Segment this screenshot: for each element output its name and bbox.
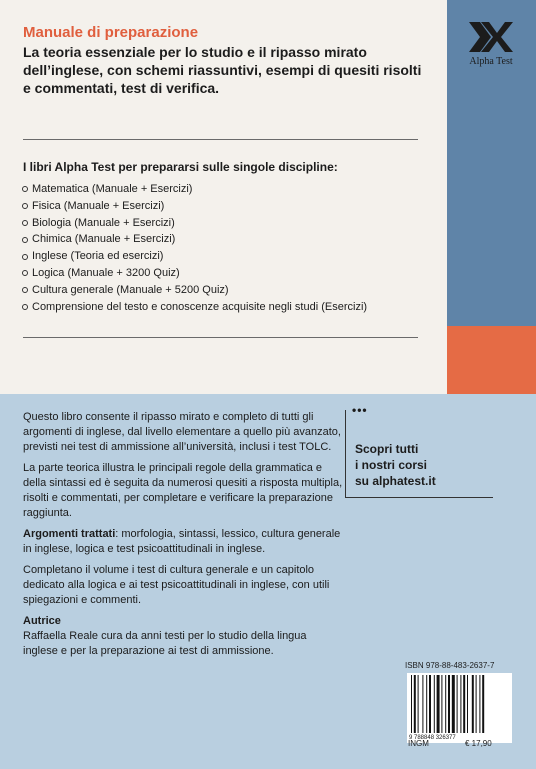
side-color-band-orange [447,326,536,394]
topics-label: Argomenti trattati [23,528,116,540]
logo-text: Alpha Test [469,56,513,67]
description-paragraph-3 [23,527,343,557]
list-item: Inglese (Teoria ed esercizi) [22,248,367,265]
bullet-icon [22,237,28,243]
bullet-icon [22,270,28,276]
bullet-icon [22,186,28,192]
bullet-icon [22,220,28,226]
barcode [407,673,512,743]
author-heading: Autrice [23,615,61,627]
divider-bottom [23,337,418,338]
list-item: Matematica (Manuale + Esercizi) [22,181,367,198]
price: € 17,90 [465,739,492,748]
bullet-icon [22,254,28,260]
list-item: Cultura generale (Manuale + 5200 Quiz) [22,282,367,299]
promo-frame-horizontal [345,497,493,498]
promo-line-1: Scopri tutti [355,442,419,456]
bullet-icon [22,287,28,293]
list-item: Biologia (Manuale + Esercizi) [22,215,367,232]
promo-frame-vertical [345,410,346,498]
description [23,410,343,665]
bullet-icon [22,304,28,310]
description-paragraph-2: La parte teorica illustra le principali regole della grammatica e della sintassi ed è seguita da numerosi quesiti a risposta multipla, risolti e commentati, per completare e verificare la preparazione raggiunta. [23,462,343,519]
author-text: Raffaella Reale cura da anni testi per lo studio della lingua inglese e per la preparazione ai test di ammissione. [23,630,307,657]
bullet-icon [22,203,28,209]
ingm-code: INGM [408,739,429,748]
books-list [22,181,367,315]
list-item: Comprensione del testo e conoscenze acquisite negli studi (Esercizi) [22,299,367,316]
list-item: Chimica (Manuale + Esercizi) [22,231,367,248]
isbn-text: ISBN 978-88-483-2637-7 [405,661,495,670]
barcode-icon [407,673,512,735]
alpha-test-logo [465,20,517,67]
description-paragraph-4: Completano il volume i test di cultura generale e un capitolo dedicato alla logica e ai test psicoattitudinali in inglese, con utili spiegazioni e commenti. [23,564,330,606]
intro-text: La teoria essenziale per lo studio e il ripasso mirato dell’inglese, con schemi riassuntivi, esempi di quesiti risolti e commentati, test di verifica. [23,44,422,96]
promo-text [355,441,495,489]
barcode-digits: 9 788848 326377 [409,735,456,741]
list-item: Fisica (Manuale + Esercizi) [22,198,367,215]
description-paragraph-1: Questo libro consente il ripasso mirato e completo di tutti gli argomenti di inglese, dal livello elementare a quello più avanzato, previsti nei test di ammissione all’università, inclusi i test TOLC. [23,411,341,453]
topics-text: : morfologia, sintassi, lessico, cultura generale in inglese, logica e test psicoattitudinali in inglese. [23,528,341,555]
promo-line-2: i nostri corsi [355,458,428,472]
promo-line-3: su alphatest.it [355,474,436,488]
books-list-title: I libri Alpha Test per prepararsi sulle singole discipline: [23,160,338,174]
list-item: Logica (Manuale + 3200 Quiz) [22,265,367,282]
series-title: Manuale di preparazione [23,24,199,41]
divider-top [23,139,418,140]
alpha-logo-icon [467,20,515,54]
promo-dots: ••• [352,403,368,417]
